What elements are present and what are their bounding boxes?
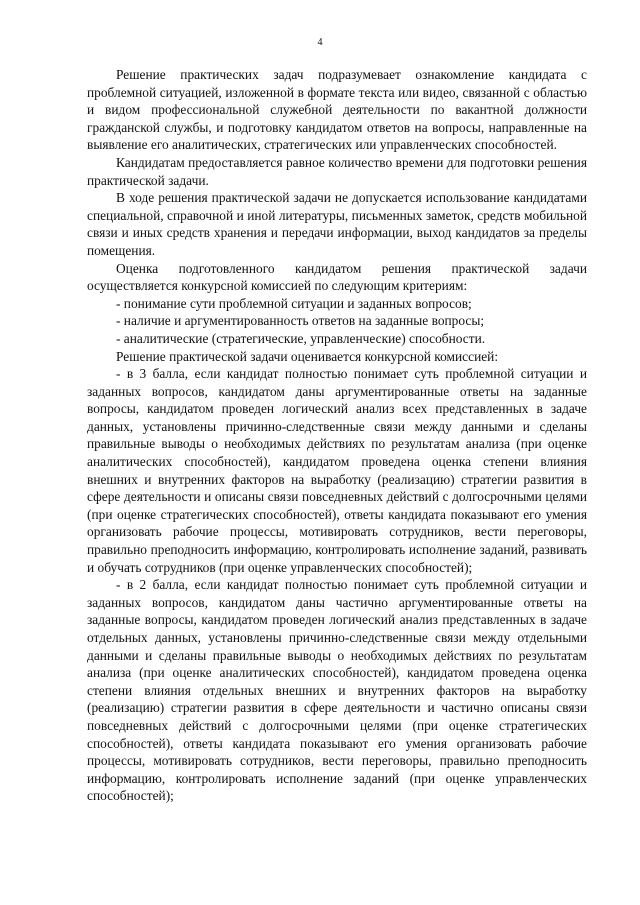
score-item-2-points: - в 2 балла, если кандидат полностью понимает суть проблемной ситуации и заданных вопросов, кандидатом даны частично аргументированные ответы на заданные вопросы, кандидатом проведен логический анализ представленных в задаче отдельных данных, установлены причинно-следственные связи между отдельными данными и сделаны правильные выводы о необходимых действиях по результатам анализа (при оценке аналитических способностей), кандидатом проведена оценка степени влияния отдельных внешних и внутренних факторов на выработку (реализацию) стратегии развития в сфере деятельности и частично описаны связи повседневных действий с долгосрочными целями (при оценке стратегических способностей), ответы кандидата показывают его умения организовать рабочие процессы, мотивировать сотрудников, вести переговоры, правильно преподносить информацию, контролировать исполнение заданий (при оценке управленческих способностей); bbox=[87, 577, 587, 804]
criteria-item-understanding: - понимание сути проблемной ситуации и заданных вопросов; bbox=[116, 295, 472, 311]
criteria-item-abilities: - аналитические (стратегические, управленческие) способности. bbox=[116, 330, 486, 346]
score-item-3-points: - в 3 балла, если кандидат полностью понимает суть проблемной ситуации и заданных вопросов, кандидатом даны аргументированные ответы на заданные вопросы, кандидатом проведен логический анализ всех представленных в задаче данных, установлены причинно-следственные связи между данными и сделаны правильные выводы о необходимых действиях по результатам анализа (при оценке аналитических способностей), кандидатом проведена оценка степени влияния внешних и внутренних факторов на выработку (реализацию) стратегии развития в сфере деятельности и описаны связи повседневных действий с долгосрочными целями (при оценке стратегических способностей), ответы кандидата показывают его умения организовать рабочие процессы, мотивировать сотрудников, вести переговоры, правильно преподносить информацию, контролировать исполнение заданий, развивать и обучать сотрудников (при оценке управленческих способностей); bbox=[87, 366, 587, 575]
paragraph-practical-tasks: Решение практических задач подразумевает ознакомление кандидата с проблемной ситуацией, изложенной в формате текста или видео, связанной с областью и видом профессиональной служебной деятельности по вакантной должности гражданской службы, и подготовку кандидатом ответов на вопросы, направленные на выявление его аналитических, стратегических или управленческих способностей. bbox=[87, 67, 587, 153]
paragraph-evaluation-criteria: Оценка подготовленного кандидатом решения практической задачи осуществляется конкурсной комиссией по следующим критериям: bbox=[87, 260, 587, 294]
document-body bbox=[87, 66, 587, 805]
criteria-item-argumentation: - наличие и аргументированность ответов на заданные вопросы; bbox=[116, 313, 485, 329]
paragraph-scoring-intro: Решение практической задачи оценивается конкурсной комиссией: bbox=[116, 348, 499, 364]
page-number: 4 bbox=[317, 37, 323, 48]
paragraph-equal-time: Кандидатам предоставляется равное количество времени для подготовки решения практической задачи. bbox=[87, 154, 587, 188]
paragraph-prohibited-materials: В ходе решения практической задачи не допускается использование кандидатами специальной, справочной и иной литературы, письменных заметок, средств мобильной связи и иных средств хранения и передачи информации, выход кандидатов за пределы помещения. bbox=[87, 190, 587, 258]
